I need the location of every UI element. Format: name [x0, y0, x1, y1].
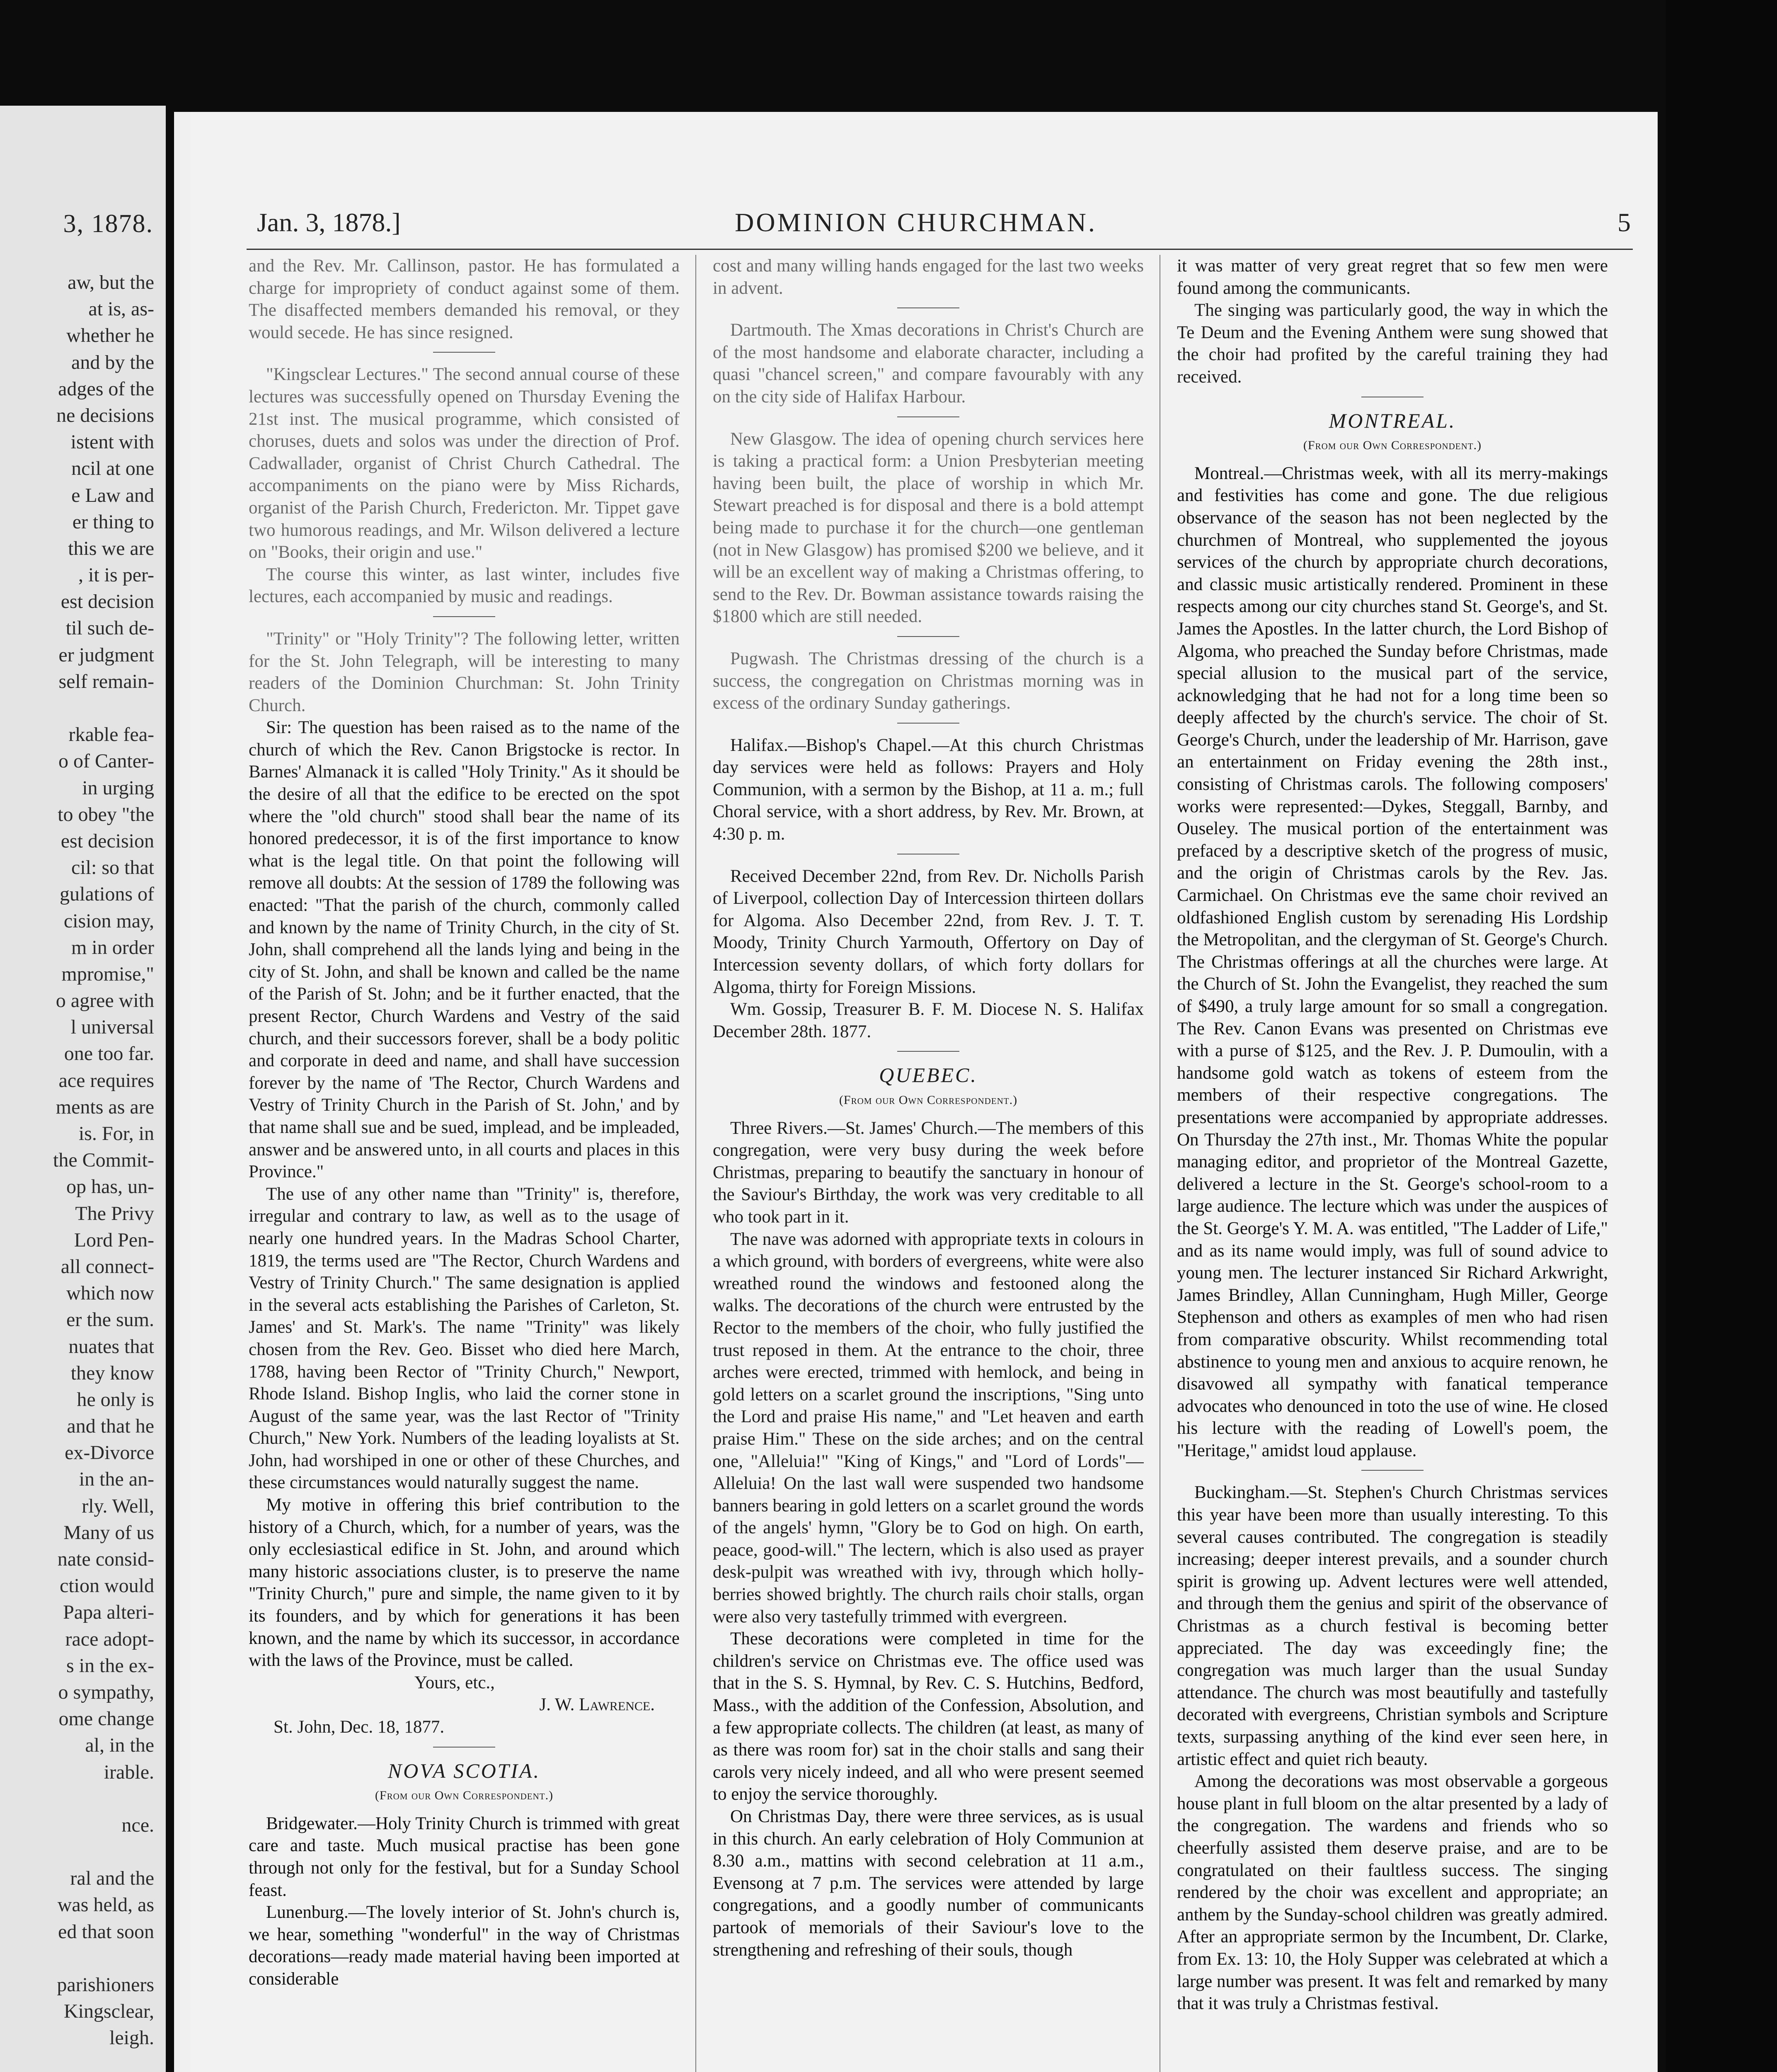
letter-signature: J. W. Lawrence. [539, 1695, 655, 1715]
facing-page-line: cil: so that [71, 857, 154, 879]
facing-page-line [0, 2052, 154, 2072]
article-paragraph: Buckingham.—St. Stephen's Church Christmas services this year have been more than usually interesting. To this several causes contributed. The congregation is steadily increasing; deeper interest prevails, and a sounder church spirit is growing up. Advent lectures were well attended, and through them the genius and spirit of the observance of Christmas as a church festival is becoming better appreciated. The day was exceedingly fine; the congregation was much larger than the usual Sunday attendance. The church was most beautifully and tastefully decorated with evergreens, Christian symbols and Scripture texts, surpassing anything of the kind ever seen here, in artistic effect and quiet rich beauty. [1177, 1483, 1608, 1769]
facing-page-line: er thing to [72, 511, 154, 533]
column-2 [713, 255, 1144, 2072]
facing-page-line: nuates that [68, 1335, 154, 1358]
facing-page-line: ace requires [58, 1069, 154, 1092]
facing-page-line: is. For, in [78, 1123, 154, 1145]
facing-page-line: they know [70, 1362, 154, 1384]
facing-page-line: cision may, [63, 910, 154, 932]
facing-page-line: at is, as- [88, 298, 154, 320]
facing-page-text [0, 269, 154, 2072]
facing-page-line: which now [66, 1282, 154, 1305]
article-paragraph: "Trinity" or "Holy Trinity"? The following letter, written for the St. John Telegraph, will be interesting to many readers of the Dominion Churchman: St. John Trinity Church. [249, 629, 680, 715]
facing-page-line: est decision [61, 591, 154, 613]
facing-page-line: race adopt- [65, 1628, 154, 1650]
facing-page-line: er the sum. [66, 1309, 154, 1331]
article-paragraph: Bridgewater.—Holy Trinity Church is trimmed with great care and taste. Much musical practise has been gone through not only for the festival, but for a Sunday School feast. [249, 1813, 680, 1900]
facing-page-line: Many of us [63, 1521, 154, 1544]
facing-page-line: whether he [66, 324, 154, 347]
article-paragraph: The use of any other name than "Trinity" is, therefore, irregular and contrary to law, as well as to the usage of nearly one hundred years. In the Madras School Charter, 1819, the terms used are "The Rector, Church Wardens and Vestry of Trinity Church." The same designation is applied in the several acts establishing the Parishes of Carleton, St. James' and St. Mark's. The name "Trinity" was likely chosen from the Rev. Geo. Bisset who died here March, 1788, having been Rector of "Trinity Church," Newport, Rhode Island. Bishop Inglis, who laid the corner stone in August of the same year, was the last Rector of "Trinity Church," New York. Numbers of the leading loyalists at St. John, had worshiped in one or other of these Churches, and these circumstances would naturally suggest the name. [249, 1184, 680, 1493]
facing-page-line: rkable fea- [68, 724, 154, 746]
facing-page-line: nate consid- [57, 1548, 154, 1570]
article-paragraph: Received December 22nd, from Rev. Dr. Nicholls Parish of Liverpool, collection Day of Intercession thirteen dollars for Algoma. Also December 22nd, from Rev. J. T. T. Moody, Trinity Church Yarmouth, Offertory on Day of Intercession seventy dollars, of which forty dollars for Algoma, thirty for Foreign Missions. [713, 866, 1144, 997]
section-subtitle: (From our Own Correspondent.) [839, 1093, 1018, 1107]
article-paragraph: Montreal.—Christmas week, with all its merry-makings and festivities has come and gone. The due religious observance of the season has not been neglected by the churchmen of Montreal, who supplemented the joyous services of the church by appropriate church decorations, and classic music artistically rendered. Prominent in these respects among our city churches stand St. George's, and St. James the Apostles. In the latter church, the Lord Bishop of Algoma, who preached the Sunday before Christmas, made special allusion to the musical part of the service, acknowledging that he had not for a long time been so deeply affected by the church's service. The choir of St. George's Church, under the leadership of Mr. Harrison, gave an entertainment on Friday evening the 28th inst., consisting of Christmas carols. The following composers' works were represented:—Dykes, Steggall, Barnby, and Ouseley. The musical portion of the entertainment was prefaced by a descriptive sketch of the progress of music, and the origin of Christmas carols by the Rev. Jas. Carmichael. On Christmas eve the same choir revived an oldfashioned English custom by serenading His Lordship the Metropolitan, and the clergyman of St. George's Church. The Christmas offerings at all the churches were large. At the Church of St. John the Evangelist, they reached the sum of $490, a truly large amount for so small a congregation. The Rev. Canon Evans was presented on Christmas eve with a purse of $125, and the Rev. J. P. Dumoulin, with a handsome gold watch as tokens of esteem from the members of their respective congregations. The presentations were accompanied by appropriate addresses. On Thursday the 27th inst., Mr. Thomas White the popular managing editor, and proprietor of the Montreal Gazette, delivered a lecture in the St. George's school-room to a large audience. The lecture which was under the auspices of the St. George's Y. M. A. was entitled, "The Ladder of Life," and as its name would imply, was full of sound advice to young men. The lecturer instanced Sir Richard Arkwright, James Brindley, Allan Cunningham, Hugh Miller, George Stephenson and others as examples of men who had risen from comparative obscurity. Whilst recommending total abstinence to young men and anxious to acquire renown, he disavowed all sympathy with fanatical temperance advocates who denounced in toto the use of wine. He closed his lecture with the reading of Lowell's poem, the "Heritage," amidst loud applause. [1177, 463, 1608, 1460]
column-3 [1177, 255, 1608, 2072]
facing-page-line: adges of the [58, 378, 154, 400]
page-gutter [174, 112, 191, 2072]
letter-closing: Yours, etc., [414, 1673, 495, 1692]
facing-page-line: ction would [60, 1575, 154, 1597]
facing-page-line: was held, as [57, 1894, 154, 1916]
article-separator [897, 1051, 959, 1052]
article-paragraph: Wm. Gossip, Treasurer B. F. M. Diocese N. S. Halifax December 28th. 1877. [713, 1000, 1144, 1041]
article-paragraph: and the Rev. Mr. Callinson, pastor. He has formulated a charge for impropriety of conduct against some of them. The disaffected members demanded his removal, or they would secede. He has since resigned. [249, 256, 680, 342]
facing-page-line: irable. [104, 1761, 154, 1783]
newspaper-page [174, 112, 1658, 2072]
facing-page-line [0, 1839, 154, 1865]
article-paragraph: New Glasgow. The idea of opening church services here is taking a practical form: a Union Presbyterian meeting having been built, the place of worship in which Mr. Stewart preached is for disposal and there is a bold attempt being made to purchase it for the church—one gentleman (not in New Glasgow) has promised $200 we believe, and it will be an excellent way of making a Christmas offering, to send to the Rev. Dr. Bowman assistance towards raising the $1800 which are still needed. [713, 429, 1144, 627]
facing-page-line: Lord Pen- [74, 1229, 154, 1251]
article-paragraph: it was matter of very great regret that so few men were found among the communicants. [1177, 256, 1608, 298]
facing-page-line: and that he [67, 1415, 154, 1438]
article-paragraph: Three Rivers.—St. James' Church.—The members of this congregation, were very busy during the week before Christmas, preparing to beautify the sanctuary in honour of the Saviour's Birthday, the work was very creditable to all who took part in it. [713, 1118, 1144, 1227]
facing-page-line: self remain- [58, 670, 154, 692]
facing-page-line: ral and the [70, 1867, 154, 1890]
article-paragraph: The nave was adorned with appropriate texts in colours in a which ground, with borders of evergreens, white were also wreathed round the windows and festooned along the walks. The decorations of the church were entrusted by the Rector to the members of the choir, who fully justified the trust reposed in them. At the entrance to the choir, three arches were erected, trimmed with hemlock, and being in gold letters on a scarlet ground the inscriptions, "Sing unto the Lord and praise His name," and "Let heaven and earth praise Him." These on the side arches; and on the central one, "Alleluia!" "King of Kings," and "Lord of Lords"—Alleluia! On the last wall were suspended two handsome banners bearing in gold letters on a scarlet ground the words of the angels' hymn, "Glory be to God on high. On earth, peace, good-will." The lectern, which is also used as prayer desk-pulpit was wreathed with ivy, through which holly-berries showed brightly. The church rails choir stalls, organ were also very tastefully trimmed with evergreen. [713, 1229, 1144, 1627]
facing-page-date: 3, 1878. [63, 210, 153, 238]
section-title-nova-scotia: NOVA SCOTIA. [387, 1759, 541, 1782]
article-paragraph: My motive in offering this brief contribution to the history of a Church, which, for a number of years, was the only ecclesiastical edifice in St. John, and around which many historic associations cluster, is to preserve the name "Trinity Church," pure and simple, the name given to it by its founders, and by which for generations it has been known, and the name by which its successor, in accordance with the laws of the Province, must be called. [249, 1495, 680, 1670]
facing-page-line: he only is [77, 1388, 154, 1411]
facing-page-line: ne decisions [56, 404, 154, 426]
facing-page-line: al, in the [85, 1734, 154, 1757]
article-paragraph: cost and many willing hands engaged for the last two weeks in advent. [713, 256, 1144, 298]
facing-page-line: m in order [71, 936, 154, 959]
facing-page-line: rly. Well, [82, 1495, 154, 1517]
facing-page-line: all connect- [61, 1255, 154, 1278]
facing-page-line: gulations of [60, 883, 154, 905]
facing-page-line: est decision [61, 830, 154, 852]
article-paragraph: Halifax.—Bishop's Chapel.—At this church Christmas day services were held as follows: Prayers and Holy Communion, with a sermon by the Bishop, at 11 a. m.; full Choral service, with a short address, by Rev. Mr. Brown, at 4:30 p. m. [713, 735, 1144, 844]
facing-page-line: istent with [70, 431, 154, 453]
facing-page-line: one too far. [64, 1043, 154, 1065]
facing-page-line: ments as are [56, 1096, 154, 1118]
facing-page-line: er judgment [58, 644, 154, 666]
facing-page-line [0, 1786, 154, 1812]
facing-page-line: Kingsclear, [64, 2000, 154, 2023]
scan-border [1666, 0, 1777, 2072]
facing-page-line: nce. [121, 1814, 154, 1836]
section-title-montreal: MONTREAL. [1329, 409, 1456, 432]
facing-page-line: this we are [68, 537, 154, 559]
facing-page-line: Papa alteri- [63, 1601, 154, 1624]
issue-date: Jan. 3, 1878.] [257, 208, 401, 237]
facing-page-line: leigh. [109, 2027, 154, 2049]
article-paragraph: The course this winter, as last winter, includes five lectures, each accompanied by music and readings. [249, 564, 680, 607]
facing-page-line: the Commit- [53, 1149, 154, 1172]
article-separator [433, 352, 495, 353]
column-divider [695, 255, 696, 2072]
letter-place-date: St. John, Dec. 18, 1877. [274, 1717, 445, 1737]
article-paragraph: Among the decorations was most observable a gorgeous house plant in full bloom on the altar presented by a lady of the congregation. The wardens and friends who so cheerfully assisted them deserve praise, and are to be congratulated on their faultless success. The singing rendered by the choir was excellent and appropriate; an anthem by the Sunday-school children was greatly admired. After an appropriate sermon by the Incumbent, Dr. Clarke, from Ex. 13: 10, the Holy Supper was celebrated at which a large number was present. It was felt and remarked by many that it was truly a Christmas festival. [1177, 1772, 1608, 2014]
facing-page-line: aw, but the [68, 271, 154, 293]
facing-page-line [0, 1945, 154, 1972]
facing-page-fragment [0, 106, 166, 2072]
facing-page-line: o of Canter- [58, 750, 154, 772]
article-paragraph: Dartmouth. The Xmas decorations in Christ's Church are of the most handsome and elaborate character, including a quasi "chancel screen," and compare favourably with any on the city side of Halifax Harbour. [713, 320, 1144, 407]
page-number: 5 [1617, 208, 1631, 237]
column-1 [249, 255, 680, 2072]
facing-page-line: ex-Divorce [65, 1442, 154, 1464]
facing-page-line: ome change [58, 1708, 154, 1730]
article-paragraph: Sir: The question has been raised as to the name of the church of which the Rev. Canon Brigstocke is rector. In Barnes' Almanack it is called "Holy Trinity." As it should be the desire of all that the edifice to be erected on the spot where the "old church" stood shall bear the name of its honored predecessor, it is of the first importance to know what is the legal title. On that point the following will remove all doubts: At the session of 1789 the following was enacted: "That the parish of the church, commonly called and known by the name of Trinity Church, in the city of St. John, shall comprehend all the lands lying and being in the city of St. John, and shall be known and called be the name of the Parish of St. John; and be it further enacted, that the present Rector, Church Wardens and Vestry of the said church, and their successors forever, shall be a body politic and corporate in deed and name, and shall have succession forever by the name of 'The Rector, Church Wardens and Vestry of Trinity Church in the Parish of St. John,' and by that name shall sue and be sued, implead, and be impleaded, answer and be answered unto, in all courts and places in this Province." [249, 718, 680, 1182]
article-separator [433, 1747, 495, 1748]
article-separator [897, 636, 959, 637]
article-separator [897, 307, 959, 308]
article-separator [433, 616, 495, 617]
masthead-title: DOMINION CHURCHMAN. [735, 208, 1097, 237]
facing-page-line: parishioners [57, 1974, 154, 1996]
facing-page-line: e Law and [71, 484, 154, 506]
facing-page-line: s in the ex- [66, 1654, 154, 1677]
section-subtitle: (From our Own Correspondent.) [1303, 438, 1482, 453]
facing-page-line: to obey "the [58, 803, 154, 825]
article-separator [897, 723, 959, 724]
facing-page-line: til such de- [65, 617, 154, 639]
article-separator [1361, 1470, 1424, 1471]
facing-page-line [0, 695, 154, 721]
section-title-quebec: QUEBEC. [879, 1063, 978, 1087]
facing-page-line: ncil at one [71, 457, 154, 480]
facing-page-line: and by the [71, 351, 154, 373]
article-paragraph: Pugwash. The Christmas dressing of the church is a success, the congregation on Christmas morning was in excess of the ordinary Sunday gatherings. [713, 649, 1144, 713]
facing-page-line: l universal [70, 1016, 154, 1038]
facing-page-line: o sympathy, [58, 1681, 154, 1703]
article-paragraph: "Kingsclear Lectures." The second annual course of these lectures was successfully opened on Thursday Evening the 21st inst. The musical programme, which consisted of choruses, duets and solos was under the direction of Prof. Cadwallader, organist of Christ Church Cathedral. The accompaniments on the piano were by Miss Richards, organist of the Parish Church, Fredericton. Mr. Tippet gave two humorous readings, and Mr. Wilson delivered a lecture on "Books, their origin and use." [249, 365, 680, 562]
article-paragraph: These decorations were completed in time for the children's service on Christmas eve. The office used was that in the S. S. Hymnal, by Rev. C. S. Hutchins, Bedford, Mass., with the addition of the Confession, Absolution, and a few appropriate collects. The children (at least, as many of as there was room for) sat in the choir stalls and sang their carols very nicely indeed, and all who were present seemed to enjoy the service thoroughly. [713, 1629, 1144, 1804]
facing-page-line: ed that soon [58, 1920, 154, 1943]
running-head [174, 207, 1658, 244]
section-subtitle: (From our Own Correspondent.) [375, 1789, 554, 1803]
article-separator [897, 416, 959, 417]
facing-page-line: o agree with [56, 990, 154, 1012]
article-paragraph: On Christmas Day, there were three services, as is usual in this church. An early celebration of Holy Communion at 8.30 a.m., mattins with second celebration at 11 a.m., Evensong at 7 p.m. The services were attended by large congregations, and a goodly number of communicants partook of memorials of their Saviour's love to the strengthening and refreshing of their souls, though [713, 1807, 1144, 1960]
facing-page-line: in urging [82, 777, 154, 799]
facing-page-line: , it is per- [78, 564, 154, 586]
facing-page-line: The Privy [75, 1202, 154, 1225]
header-rule [247, 249, 1633, 250]
article-paragraph: Lunenburg.—The lovely interior of St. John's church is, we hear, something "wonderful" in the way of Christmas decorations—ready made material having been imported at considerable [249, 1903, 680, 1989]
facing-page-line: in the an- [79, 1468, 154, 1491]
article-paragraph: The singing was particularly good, the way in which the Te Deum and the Evening Anthem were sung showed that the choir had profited by the careful training they had received. [1177, 300, 1608, 387]
facing-page-line: mpromise," [61, 963, 154, 985]
facing-page-line: op has, un- [66, 1176, 154, 1198]
